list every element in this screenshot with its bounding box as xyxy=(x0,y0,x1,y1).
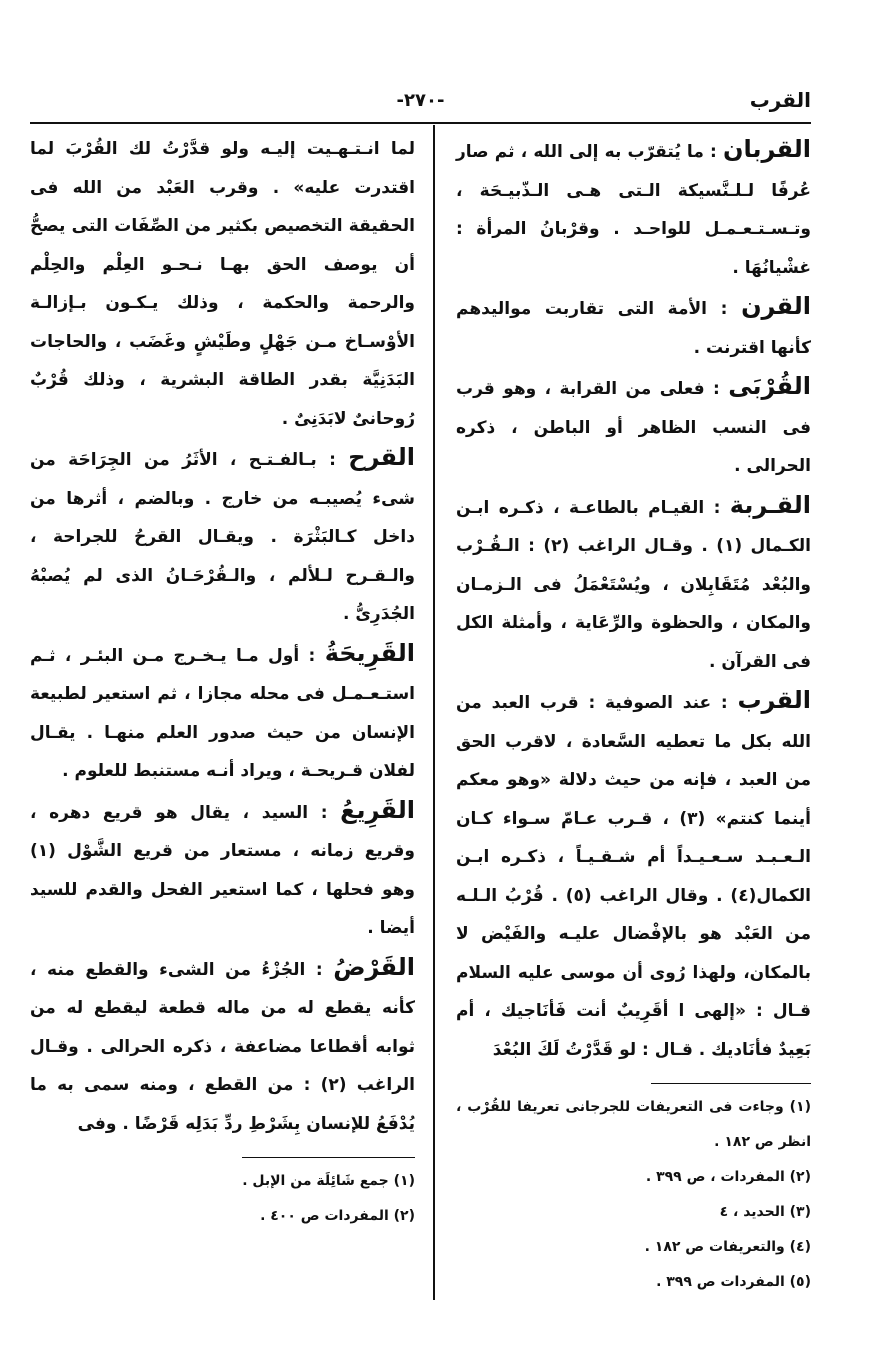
footnote-separator xyxy=(242,1157,415,1158)
entry-definition: : عند الصوفية : قرب العبد من الله بكل ما تعطيه السَّعادة ، لاقرب الحق من العبد ، فإنه من حيث دلالة «وهو معكم أينما كنتم» (٣) ، قـرب عـامّ سـواء كـان الـعـبـد سـعـيـداً أم شـقـيـاً ، ذكـره ابـن الكمال(٤) . وقال الراغب (٥) . قُرْبُ الـلـه من العَبْد هو بالإفْضال عليـه والفَيْض لا بالمكان، ولهذا رُوى أن موسى عليه السلام قـال : «إلهى ا أقَرِيبٌ أنت فَأنَاجيك ، أم بَعِيدٌ فأنَاديك . قـال : لو قَدَّرْتُ لَكَ البُعْدَ xyxy=(456,693,811,1060)
left-column xyxy=(30,130,415,1234)
footnotes-right xyxy=(456,1090,811,1300)
entry-definition: : الجُزْءُ من الشىء والقطع منه ، كأنه يقطع له من ماله قطعة ليقطع له من ثوابه أقطاعا مضاعفة ، ذكره الحرالى . وقـال الراغب (٢) : من القطع ، ومنه سمى به ما يُدْفَعُ للإنسان بِشَرْطِ ردِّ بَدَلِه قَرْضًا . وفى xyxy=(30,959,415,1134)
entry-term: القَرِيعُ xyxy=(340,795,416,824)
footnote-separator xyxy=(651,1083,811,1084)
entry-qari xyxy=(30,791,415,948)
entry-term: القَرِيحَةُ xyxy=(324,638,415,667)
entry-term: القَرْضُ xyxy=(333,952,415,981)
footnote: (١) وجاءت فى التعريفات للجرجانى تعريفا للقُرْب ، انظر ص ١٨٢ . xyxy=(456,1099,811,1150)
entry-term: القرن xyxy=(741,292,811,320)
footnote: (٤) والتعريفات ص ١٨٢ . xyxy=(644,1239,811,1255)
page-number: -٢٧٠- xyxy=(396,90,445,111)
entry-definition: : أول مـا يـخـرج مـن البئـر ، ثـم استـعـمـل فى محله مجازا ، ثم استعير لطبيعة الإنسان من حيث صدور العلم منهـا . يقـال لفلان قـريحـة ، ويراد أنـه مستنبط للعلوم . xyxy=(30,645,415,781)
entry-term: القـربة xyxy=(729,490,811,519)
entry-qurb xyxy=(456,681,811,1069)
entry-qurba xyxy=(456,367,811,486)
entry-definition: : القيـام بالطاعـة ، ذكـره ابـن الكـمال (١) . وقـال الراغب (٢) : الـقُـرْب والبُعْد مُتَقَابِلان ، ويُسْتَعْمَلُ فى الـزمـان والمكان ، والحظوة والرِّعَاية ، وأمثلة الكل فى القرآن . xyxy=(456,497,811,672)
entry-definition: : السيد ، يقال هو قريع دهره ، وقريع زمانه ، مستعار من قريع الشَّوْل (١) وهو فحلها ، كما استعير الفحل والقدم للسيد أيضا . xyxy=(30,802,415,938)
entry-qarn xyxy=(456,287,811,367)
entry-qurba-taa xyxy=(456,486,811,682)
entry-term: القرب xyxy=(737,686,811,714)
entry-definition: : الأمة التى تقاربت مواليدهم كأنها اقترنت . xyxy=(456,299,811,358)
entry-definition: : فعلى من القرابة ، وهو قرب فى النسب الظاهر أو الباطن ، ذكره الحرالى . xyxy=(456,379,811,476)
footnote: (٢) المفردات ، ص ٣٩٩ . xyxy=(645,1169,811,1185)
entry-definition: : بـالفـتـح ، الأثَرُ من الجِرَاحَة من شىء يُصيبـه من خارج . وبالضم ، أثرها من داخل كـالبَثْرَة . ويقـال القرحُ للجراحة ، والـقـرح لـلألم ، والـقُرْحَـانُ الذى لم يُصبْهُ الجُدَرِىُّ . xyxy=(30,450,415,624)
running-head: القرب xyxy=(749,88,811,112)
footnote: (٥) المفردات ص ٣٩٩ . xyxy=(656,1274,811,1290)
entry-term: القُرْبَى xyxy=(728,372,811,400)
entry-continuation xyxy=(30,130,415,438)
entry-definition: : ما يُتقرّب به إلى الله ، ثم صار عُرفًا لـلـنَّسيكة الـتى هـى الـذّبيـحَة ، وتـسـتـعـمـل للواحـد . وقرْبانُ المرأة : غشْيانُهَا . xyxy=(456,142,811,278)
entry-term: القرح xyxy=(348,443,416,471)
entry-definition: لما انـتـهـيت إليـه ولو قدَّرْتُ لك القُرْبَ لما اقتدرت عليه» . وقرب العَبْد من الله فى الحقيقة التخصيص بكثير من الصِّفَات التى يصحُّ أن يوصف الحق بهـا نـحـو العِلْم والحِلْم والرحمة والحكمة ، وذلك يـكـون بـإزالـة الأوْسـاخ مـن جَهْلٍ وطَيْشٍ وغَضَب ، والحاجات البَدَنِيَّة بقدر الطاقة البشرية ، وذلك قُرْبٌ رُوحانىٌ لابَدَنِىٌ . xyxy=(30,139,415,429)
entry-qariha xyxy=(30,634,415,791)
right-column xyxy=(456,130,811,1300)
footnote: (٣) الحديد ، ٤ xyxy=(719,1204,811,1220)
footnote: (١) جمع شَائِلَة من الإبل . xyxy=(242,1173,415,1189)
entry-qarh xyxy=(30,438,415,634)
footnote: (٢) المفردات ص ٤٠٠ . xyxy=(260,1208,415,1224)
entry-term: القربان xyxy=(723,135,811,163)
page-header xyxy=(30,88,811,124)
entry-qurban xyxy=(456,130,811,287)
footnotes-left xyxy=(30,1164,415,1234)
column-divider xyxy=(433,125,435,1300)
entry-qard xyxy=(30,948,415,1144)
